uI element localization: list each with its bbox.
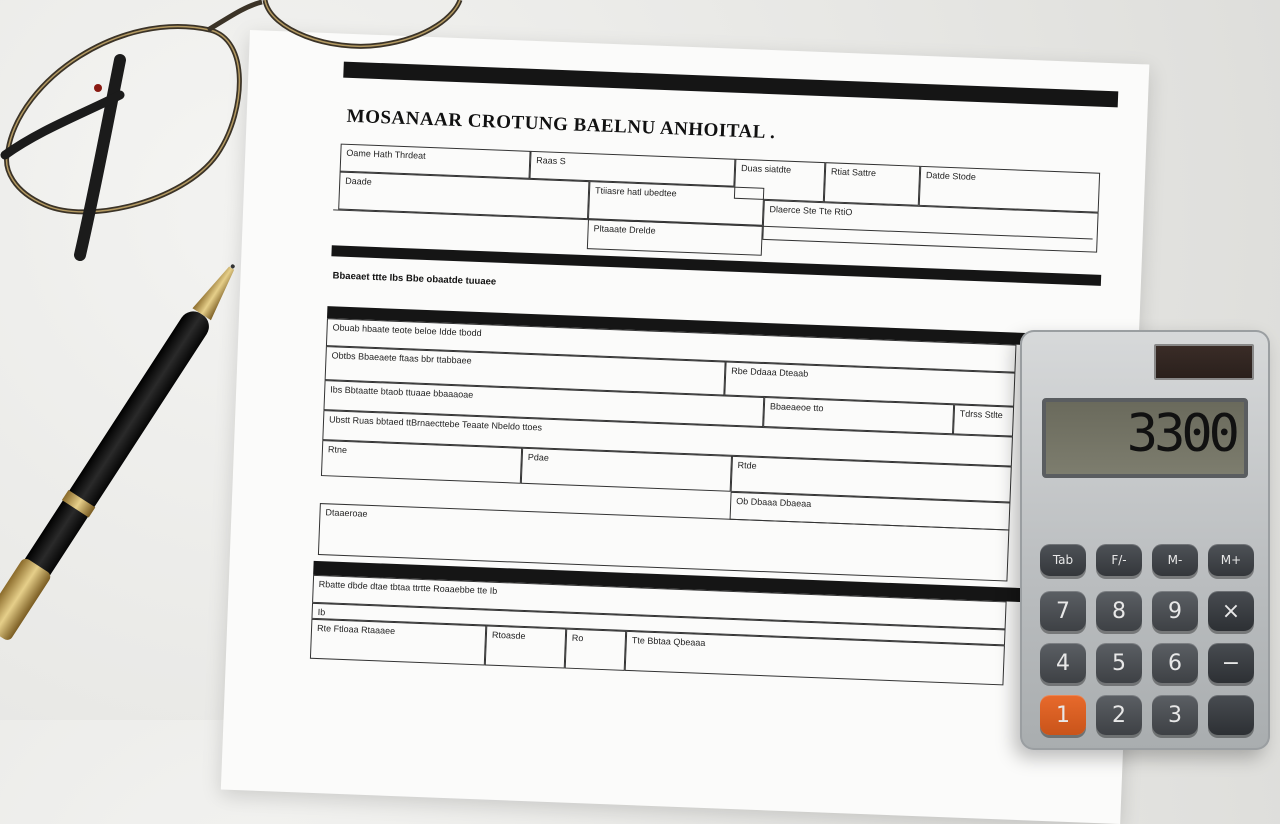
form-cell: Ib (311, 603, 1005, 646)
form-cell: Obtbs Bbaeaete ftaas bbr ttabbaee (325, 346, 726, 395)
pen-icon (0, 230, 240, 650)
display-value: 3300 (1126, 404, 1236, 464)
form-cell: Pdae (521, 448, 732, 492)
form-cell: Ttiiasre hatl ubedtee (588, 181, 764, 226)
form-cell: Rtne (321, 440, 522, 484)
form-cell: Rbatte dbde dtae tbtaa ttrtte Roaaebbe tte Ib (312, 575, 1007, 630)
form-title: MOSANAAR CROTUNG BAELNU ANHOITAL . (346, 105, 776, 144)
form-cell: Dtaaeroae (318, 503, 1009, 581)
key-7[interactable]: 7 (1040, 591, 1086, 631)
key-9[interactable]: 9 (1152, 591, 1198, 631)
form-cell: Ibs Bbtaatte btaob ttuaae bbaaaoae (323, 380, 764, 427)
form-cell: Ro (565, 629, 626, 671)
key-memory-minus[interactable]: M- (1152, 544, 1198, 576)
calculator (1020, 330, 1270, 750)
form-cell: Rtde (731, 456, 1012, 503)
form-cell: Rtiat Sattre (824, 162, 920, 206)
form-cell: Rbe Ddaaa Dteaab (724, 362, 1015, 407)
form-cell: Ob Dbaaa Dbaeaa (730, 492, 1011, 531)
form-cell: Obuab hbaate teote beloe Idde tbodd (326, 318, 1017, 372)
key-3[interactable]: 3 (1152, 695, 1198, 735)
key-multiply[interactable]: × (1208, 591, 1254, 631)
form-cell: Pltaaate Drelde (587, 219, 763, 256)
form-cell: Rtoasde (485, 626, 566, 669)
form-cell: Rte Ftloaa Rtaaaee (310, 619, 486, 666)
key-tab[interactable]: Tab (1040, 544, 1086, 576)
form-cell: Raas S (529, 151, 735, 187)
key-1[interactable]: 1 (1040, 695, 1086, 735)
form-cell: Dlaerce Ste Tte RtiO (762, 200, 1098, 253)
form-cell: Tte Bbtaa Qbeaaa (625, 631, 1005, 686)
form-cell: Oame Hath Thrdeat (340, 144, 531, 179)
key-6[interactable]: 6 (1152, 643, 1198, 683)
key-minus[interactable]: − (1208, 643, 1254, 683)
form-cell: Bbaeaeoe tto (763, 397, 954, 434)
key-sign[interactable]: F/- (1096, 544, 1142, 576)
form-cell: Daade (338, 172, 589, 220)
key-5[interactable]: 5 (1096, 643, 1142, 683)
solar-panel (1154, 344, 1254, 380)
section-caption: Bbaeaet ttte Ibs Bbe obaatde tuuaee (332, 270, 497, 288)
key-plus[interactable] (1208, 695, 1254, 735)
key-memory-plus[interactable]: M+ (1208, 544, 1254, 576)
key-4[interactable]: 4 (1040, 643, 1086, 683)
key-2[interactable]: 2 (1096, 695, 1142, 735)
form-cell: Ubstt Ruas bbtaed ttBrnaecttebe Teaate Nbeldo ttoes (322, 410, 1013, 466)
calculator-display (1042, 398, 1248, 478)
form-cell: Tdrss Stlte (953, 404, 1014, 436)
form-cell: Datde Stode (919, 166, 1100, 213)
key-8[interactable]: 8 (1096, 591, 1142, 631)
form-cell: Duas siatdte (734, 159, 825, 202)
